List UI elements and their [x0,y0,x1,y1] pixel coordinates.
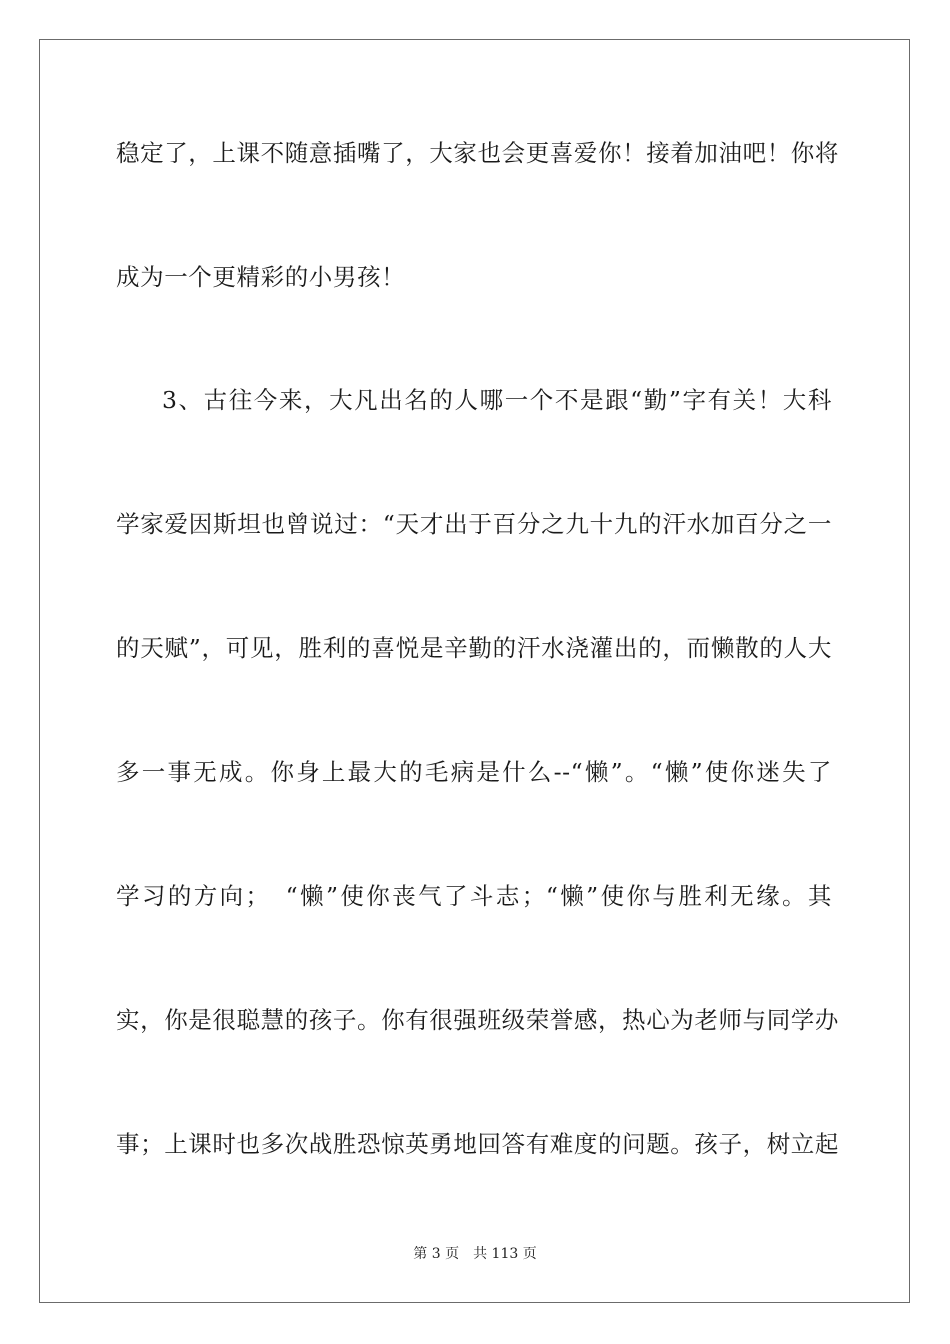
body-line-4: 学家爱因斯坦也曾说过：“天才出于百分之九十九的汗水加百分之一 [116,510,832,538]
body-line-6: 多一事无成。你身上最大的毛病是什么--“懒”。“懒”使你迷失了 [116,758,832,786]
body-line-8: 实，你是很聪慧的孩子。你有很强班级荣誉感，热心为老师与同学办 [116,1006,839,1034]
page-footer [0,1245,950,1263]
page-border [39,39,910,1303]
total-pages: 共 113 页 [473,1246,537,1262]
body-line-1: 稳定了，上课不随意插嘴了，大家也会更喜爱你！接着加油吧！你将 [116,139,839,167]
body-line-5: 的天赋”，可见，胜利的喜悦是辛勤的汗水浇灌出的，而懒散的人大 [116,634,832,662]
body-line-7: 学习的方向； “懒”使你丧气了斗志；“懒”使你与胜利无缘。其 [116,882,832,910]
body-line-3: 3、古往今来，大凡出名的人哪一个不是跟“勤”字有关！大科 [162,386,832,414]
page-number: 第 3 页 [413,1246,460,1262]
body-line-9: 事；上课时也多次战胜恐惊英勇地回答有难度的问题。孩子，树立起 [116,1130,839,1158]
body-line-2: 成为一个更精彩的小男孩！ [116,263,406,291]
